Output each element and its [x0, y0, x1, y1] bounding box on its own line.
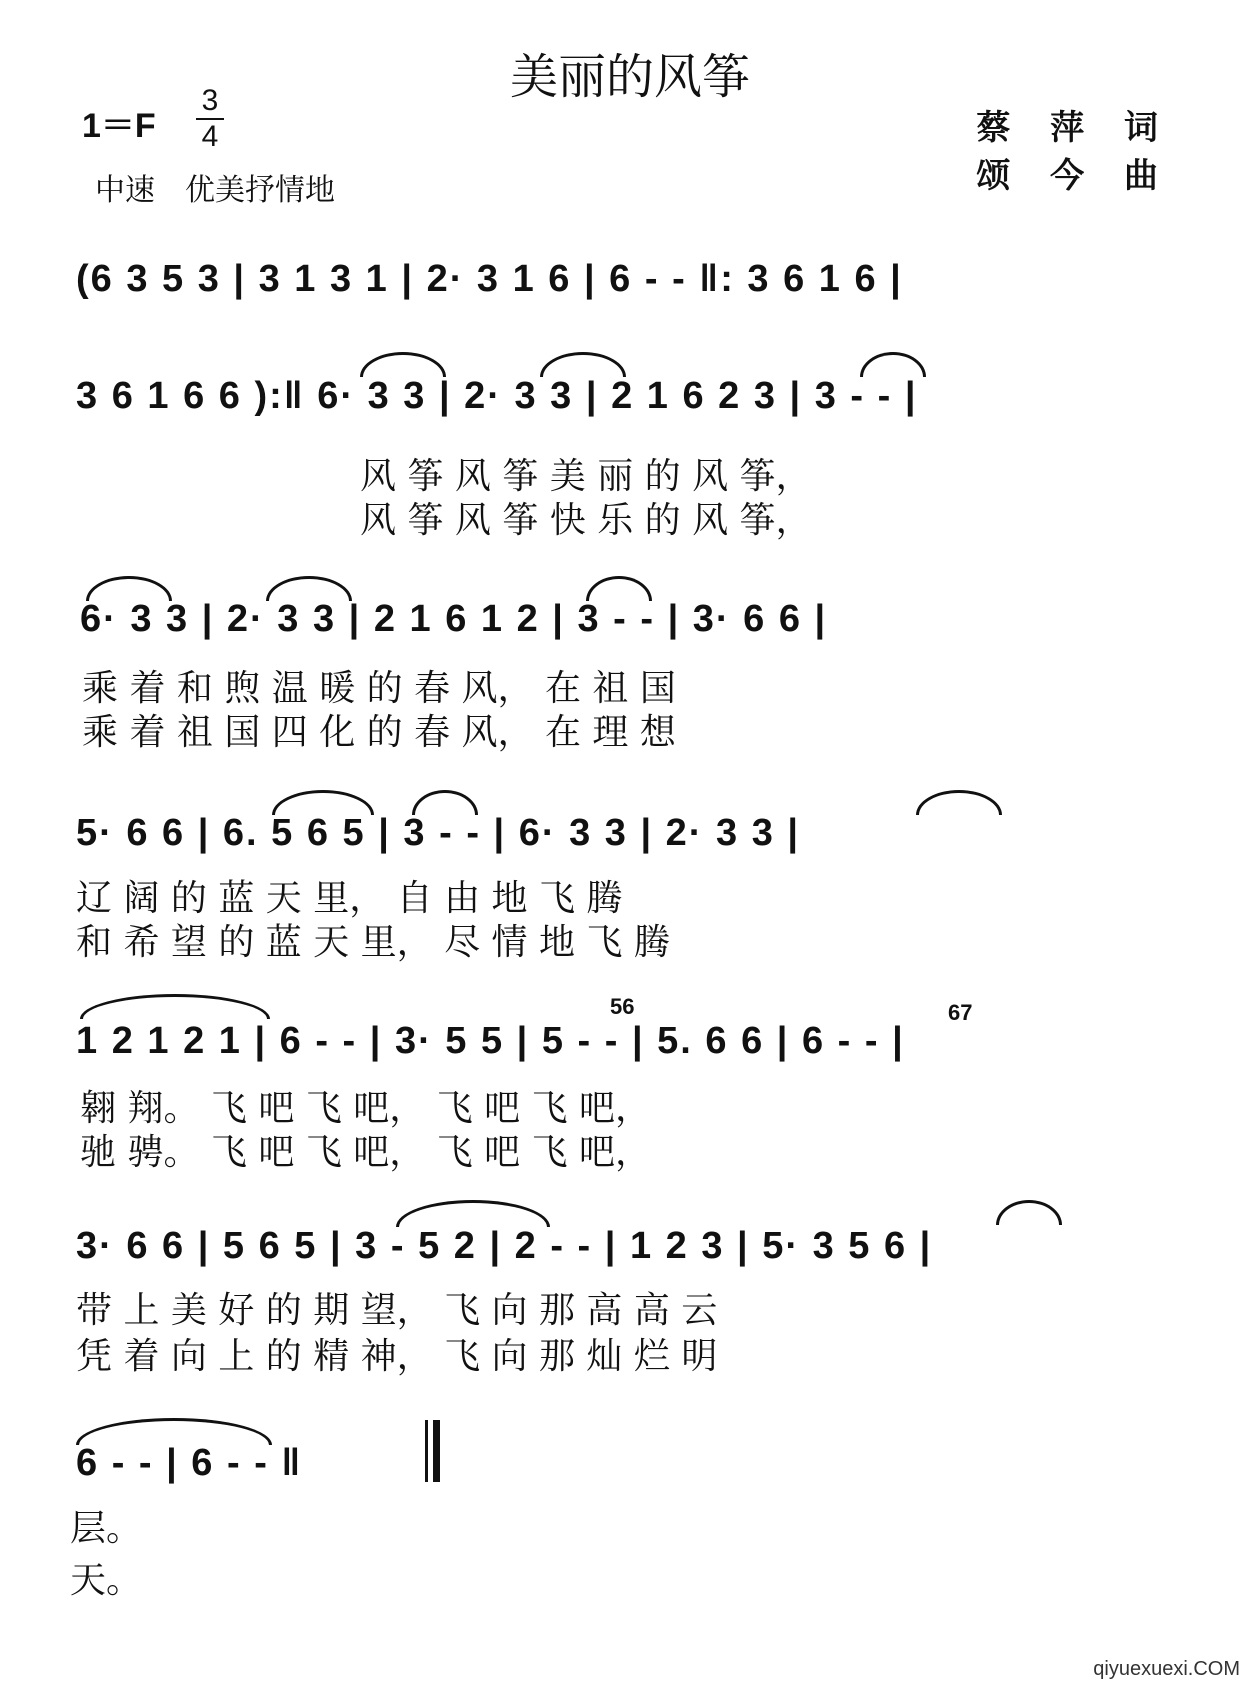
key-signature: 1＝F	[82, 107, 156, 145]
lyric-line-3-verse-2: 乘 着 祖 国 四 化 的 春 风， 在 理 想	[82, 712, 676, 753]
lyric-line-5-verse-1: 翱 翔。 飞 吧 飞 吧， 飞 吧 飞 吧，	[80, 1088, 651, 1129]
notation-line-4: 5· 6 6 | 6. 5 6 5 | 3 - - | 6· 3 3 | 2· 3 3 |	[76, 812, 801, 854]
notation-line-2: 3 6 1 6 6 ):‖ 6· 3 3 | 2· 3 3 | 2 1 6 2 3 | 3 - - |	[76, 375, 918, 417]
lyric-line-7-verse-1: 层。	[70, 1508, 143, 1549]
notation-line-7: 6 - - | 6 - - ‖	[76, 1442, 303, 1484]
notation-line-5: 1 2 1 2 1 | 6 - - | 3· 5 5 | 5 - - | 5. 6 6 | 6 - - |	[76, 1020, 905, 1062]
notation-line-6: 3· 6 6 | 5 6 5 | 3 - 5 2 | 2 - - | 1 2 3 | 5· 3 5 6 |	[76, 1225, 933, 1267]
slur	[996, 1200, 1062, 1225]
song-title: 美丽的风筝	[509, 49, 750, 105]
slur	[272, 790, 374, 815]
slur	[540, 352, 626, 377]
slur	[396, 1200, 550, 1227]
time-signature-top: 3	[201, 84, 219, 117]
slur	[80, 994, 270, 1019]
watermark: qiyuexuexi.COM	[1093, 1658, 1240, 1680]
tempo-marking: 中速 优美抒情地	[95, 173, 335, 208]
lyric-line-6-verse-1: 带 上 美 好 的 期 望， 飞 向 那 高 高 云	[76, 1290, 718, 1331]
composer-credit: 颂 今 曲	[976, 156, 1172, 196]
lyric-line-7-verse-2: 天。	[70, 1560, 143, 1601]
lyric-line-4-verse-2: 和 希 望 的 蓝 天 里， 尽 情 地 飞 腾	[76, 922, 670, 963]
slur	[916, 790, 1002, 815]
lyric-line-2-verse-2: 风 筝 风 筝 快 乐 的 风 筝，	[360, 500, 812, 541]
lyric-line-2-verse-1: 风 筝 风 筝 美 丽 的 风 筝，	[360, 456, 812, 497]
time-signature-bottom: 4	[201, 120, 219, 153]
lyric-line-6-verse-2: 凭 着 向 上 的 精 神， 飞 向 那 灿 烂 明	[76, 1336, 718, 1377]
lyric-line-4-verse-1: 辽 阔 的 蓝 天 里， 自 由 地 飞 腾	[76, 878, 623, 919]
time-signature	[192, 86, 228, 152]
grace-notes-2: 67	[948, 1000, 973, 1025]
grace-notes-1: 56	[610, 994, 635, 1019]
final-barline-thin	[425, 1420, 428, 1482]
slur	[76, 1418, 272, 1445]
lyricist-credit: 蔡 萍 词	[976, 108, 1172, 148]
slur	[266, 576, 352, 601]
slur	[586, 576, 652, 601]
notation-line-3: 6· 3 3 | 2· 3 3 | 2 1 6 1 2 | 3 - - | 3· 6 6 |	[80, 598, 828, 640]
notation-line-1: (6 3 5 3 | 3 1 3 1 | 2· 3 1 6 | 6 - - ‖: 3 6 1 6 |	[76, 258, 903, 300]
slur	[412, 790, 478, 815]
slur	[360, 352, 446, 377]
lyric-line-5-verse-2: 驰 骋。 飞 吧 飞 吧， 飞 吧 飞 吧，	[80, 1132, 651, 1173]
lyric-line-3-verse-1: 乘 着 和 煦 温 暖 的 春 风， 在 祖 国	[82, 668, 676, 709]
slur	[860, 352, 926, 377]
slur	[86, 576, 172, 601]
final-barline-thick	[433, 1420, 440, 1482]
